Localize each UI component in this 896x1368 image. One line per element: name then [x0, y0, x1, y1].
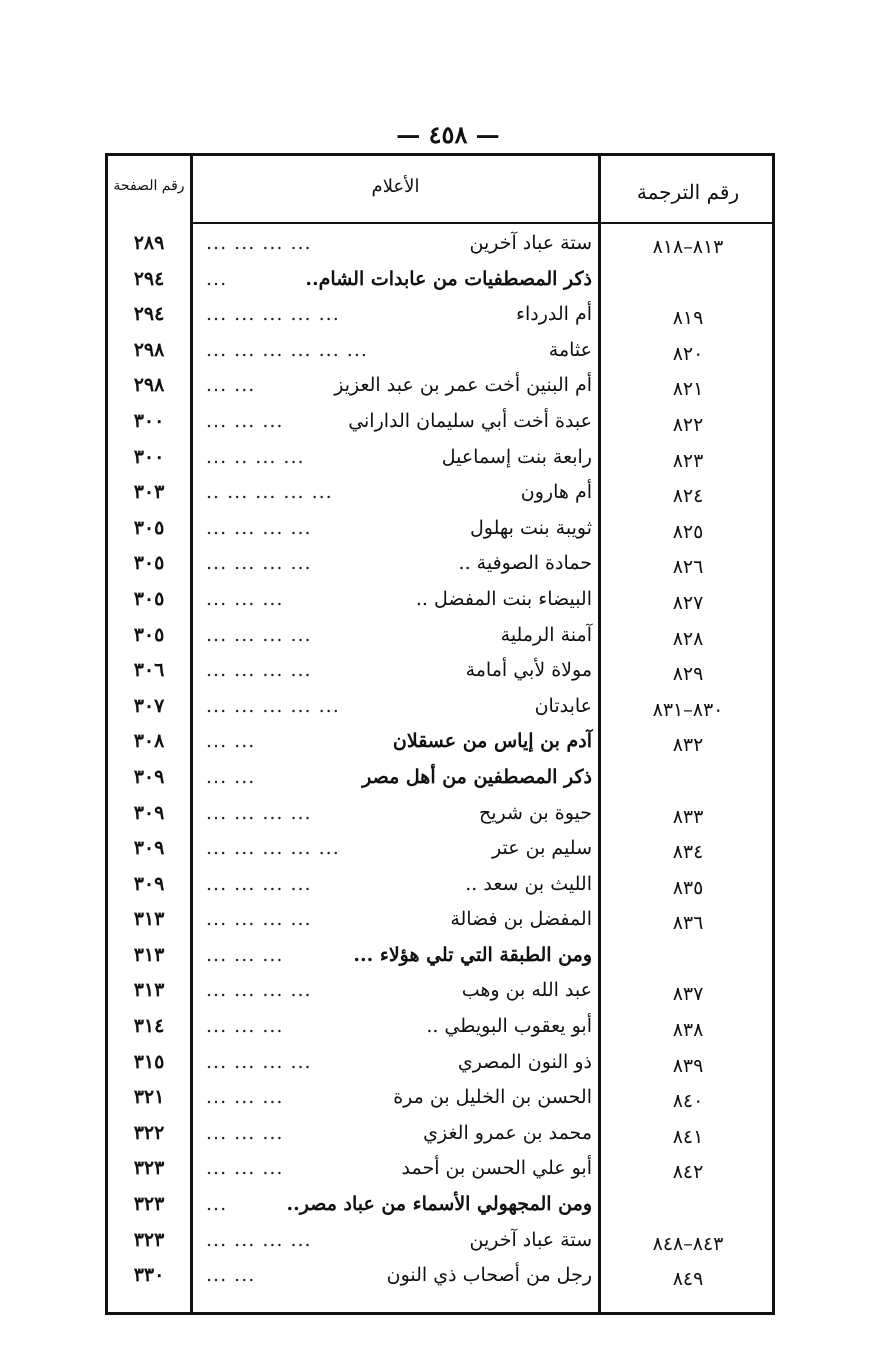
row-name: مولاة لأبي أمامة: [465, 659, 592, 682]
row-name-cell: [200, 873, 598, 895]
row-page-number: ٣٢٢: [133, 1121, 165, 1144]
row-name-cell: [200, 908, 598, 930]
row-page-number: ٣٠٩: [133, 872, 165, 895]
row-name: ذكر المصطفين من أهل مصر: [362, 765, 592, 788]
row-leader-dots: ... ... ... ...: [206, 623, 312, 646]
row-leader-dots: ... ... ... ...: [206, 872, 312, 895]
row-page-number: ٢٨٩: [133, 232, 165, 254]
row-entry-number: ٨٢٤: [672, 485, 704, 508]
row-page-number: ٣٣٠: [133, 1264, 165, 1287]
row-leader-dots: ... .. ... ...: [206, 445, 305, 468]
row-name-cell: [200, 232, 598, 254]
row-name-cell: [200, 552, 598, 574]
row-entry-number: ٨٢٧: [672, 591, 704, 614]
row-page-number: ٣١٣: [133, 908, 165, 931]
row-leader-dots: ... ... ... ...: [206, 552, 312, 575]
row-page-number: ٣٠٥: [133, 516, 165, 539]
row-page-number: ٣٢١: [133, 1086, 165, 1109]
index-row: [108, 299, 772, 335]
row-name: الحسن بن الخليل بن مرة: [393, 1086, 592, 1109]
row-page-number: ٣٠٨: [133, 730, 165, 753]
row-name: رجل من أصحاب ذي النون: [386, 1264, 592, 1287]
row-entry-number: ٨٣٢: [672, 734, 704, 757]
row-entry-number: ٨٢٢: [672, 413, 704, 436]
row-entry-number: ٨٤١: [672, 1125, 704, 1148]
row-leader-dots: ... ... ... ... ...: [206, 837, 340, 860]
index-row: [108, 477, 772, 513]
row-name: أم هارون: [520, 481, 592, 504]
row-name: أبو يعقوب البويطي ..: [426, 1015, 592, 1038]
row-name-cell: [200, 659, 598, 681]
index-row: [108, 1082, 772, 1118]
index-row: [108, 833, 772, 869]
row-name-cell: [200, 979, 598, 1001]
index-row: [108, 370, 772, 406]
index-row: [108, 1047, 772, 1083]
row-leader-dots: ...: [206, 1193, 228, 1216]
row-page-number: ٣٠٥: [133, 587, 165, 610]
row-entry-number: ٨٣٩: [672, 1054, 704, 1077]
row-name-cell: [200, 1015, 598, 1037]
index-row: [108, 1260, 772, 1296]
row-entry-number: ٨٢٥: [672, 520, 704, 543]
row-page-number: ٣١٣: [133, 979, 165, 1002]
row-entry-number: ٨٢١: [672, 378, 704, 401]
row-name: عبدة أخت أبي سليمان الداراني: [348, 409, 592, 432]
row-name-cell: [200, 1086, 598, 1108]
row-name: المفضل بن فضالة: [450, 908, 592, 931]
row-leader-dots: ... ... ...: [206, 1121, 284, 1144]
row-name-cell: [200, 1122, 598, 1144]
row-name-cell: [200, 517, 598, 539]
page-number: — ٤٥٨ —: [396, 120, 500, 149]
index-row: [108, 869, 772, 905]
row-leader-dots: ... ... ...: [206, 943, 284, 966]
row-name-cell: [200, 1229, 598, 1251]
row-name: ستة عباد آخرين: [469, 232, 592, 254]
row-page-number: ٢٩٤: [133, 303, 165, 326]
row-leader-dots: ... ...: [206, 1264, 256, 1287]
row-entry-number: ٨٣٨: [672, 1019, 704, 1042]
row-leader-dots: ... ... ...: [206, 1015, 284, 1038]
row-leader-dots: ... ... ... ...: [206, 979, 312, 1002]
row-name-cell: [200, 837, 598, 859]
index-row: [108, 1225, 772, 1261]
index-rows: [108, 228, 772, 1296]
row-leader-dots: .. ... ... ... ...: [206, 481, 333, 504]
row-name-cell: [200, 1051, 598, 1073]
row-leader-dots: ... ...: [206, 374, 256, 397]
row-leader-dots: ... ... ... ... ...: [206, 694, 340, 717]
index-row: [108, 655, 772, 691]
index-row: [108, 1189, 772, 1225]
row-entry-number: ٨٣٤: [672, 841, 704, 864]
row-leader-dots: ... ...: [206, 730, 256, 753]
header-page-number: رقم الصفحة: [113, 178, 185, 194]
row-name: ومن المجهولي الأسماء من عباد مصر..: [286, 1193, 592, 1216]
index-row: [108, 584, 772, 620]
index-row: [108, 940, 772, 976]
row-leader-dots: ...: [206, 267, 228, 290]
row-leader-dots: ... ... ...: [206, 587, 284, 610]
index-row: [108, 975, 772, 1011]
row-page-number: ٣٠٩: [133, 801, 165, 824]
row-entry-number: ٨٤٢: [672, 1161, 704, 1184]
index-row: [108, 726, 772, 762]
row-page-number: ٣٠٩: [133, 765, 165, 788]
row-entry-number: ٨٢٩: [672, 663, 704, 686]
row-name-cell: [200, 730, 598, 752]
index-row: [108, 406, 772, 442]
row-name: أم الدرداء: [516, 303, 592, 326]
row-name: عابدتان: [534, 694, 592, 717]
row-name-cell: [200, 481, 598, 503]
row-leader-dots: ... ... ... ... ... ...: [206, 338, 368, 361]
row-name-cell: [200, 339, 598, 361]
row-name: أبو علي الحسن بن أحمد: [401, 1157, 592, 1180]
row-page-number: ٣٠٧: [133, 694, 165, 717]
row-name: ومن الطبقة التي تلي هؤلاء ...: [353, 943, 592, 966]
row-name-cell: [200, 374, 598, 396]
row-leader-dots: ... ... ...: [206, 409, 284, 432]
index-row: [108, 1011, 772, 1047]
row-leader-dots: ... ... ... ...: [206, 1228, 312, 1251]
row-entry-number: ٨٣٧: [672, 983, 704, 1006]
row-entry-number: ٨٤٩: [672, 1268, 704, 1291]
index-row: [108, 513, 772, 549]
row-leader-dots: ... ... ...: [206, 1086, 284, 1109]
row-name: سليم بن عتر: [492, 837, 592, 860]
row-entry-number: ٨٣٣: [672, 805, 704, 828]
row-name-cell: [200, 695, 598, 717]
row-page-number: ٣٠٥: [133, 552, 165, 575]
row-page-number: ٢٩٨: [133, 338, 165, 361]
row-name: ذو النون المصري: [457, 1050, 592, 1073]
row-leader-dots: ... ... ... ...: [206, 801, 312, 824]
row-name: ذكر المصطفيات من عابدات الشام..: [305, 267, 592, 290]
row-page-number: ٣١٥: [133, 1050, 165, 1073]
row-leader-dots: ... ...: [206, 765, 256, 788]
index-row: [108, 620, 772, 656]
header-entry-number: رقم الترجمة: [636, 180, 740, 204]
row-page-number: ٢٩٤: [133, 267, 165, 290]
row-page-number: ٣٠٥: [133, 623, 165, 646]
row-name-cell: [200, 1157, 598, 1179]
row-name: ستة عباد آخرين: [469, 1228, 592, 1251]
row-name-cell: [200, 1264, 598, 1286]
row-name: أم البنين أخت عمر بن عبد العزيز: [334, 374, 592, 397]
row-entry-number: ٨٣٠–٨٣١: [652, 698, 724, 721]
row-entry-number: ٨١٩: [672, 307, 704, 330]
row-page-number: ٣٠٦: [133, 659, 165, 682]
row-page-number: ٣٠٣: [133, 481, 165, 504]
row-page-number: ٢٩٨: [133, 374, 165, 397]
row-name-cell: [200, 624, 598, 646]
row-name-cell: [200, 766, 598, 788]
row-name: الليث بن سعد ..: [465, 872, 592, 895]
row-entry-number: ٨٢٣: [672, 449, 704, 472]
row-leader-dots: ... ... ... ...: [206, 1050, 312, 1073]
row-leader-dots: ... ... ... ...: [206, 908, 312, 931]
row-name: محمد بن عمرو الغزي: [423, 1121, 592, 1144]
index-row: [108, 548, 772, 584]
row-page-number: ٣٢٣: [133, 1157, 165, 1180]
header-names: الأعلام: [371, 176, 420, 197]
header-rule: [190, 222, 772, 224]
row-entry-number: ٨٢٦: [672, 556, 704, 579]
row-name: حمادة الصوفية ..: [458, 552, 592, 575]
row-entry-number: ٨٣٥: [672, 876, 704, 899]
row-page-number: ٣٠٠: [133, 445, 165, 468]
row-page-number: ٣١٣: [133, 943, 165, 966]
row-leader-dots: ... ... ... ...: [206, 659, 312, 682]
row-name-cell: [200, 268, 598, 290]
row-name: ثويبة بنت بهلول: [469, 516, 592, 539]
row-name-cell: [200, 303, 598, 325]
row-name: عبد الله بن وهب: [461, 979, 592, 1002]
row-name: حيوة بن شريح: [478, 801, 592, 824]
index-row: [108, 335, 772, 371]
row-page-number: ٣٠٠: [133, 409, 165, 432]
row-leader-dots: ... ... ... ...: [206, 232, 312, 254]
row-name: رابعة بنت إسماعيل: [441, 445, 592, 468]
row-entry-number: ٨٢٨: [672, 627, 704, 650]
row-name: آمنة الرملية: [500, 623, 592, 646]
row-leader-dots: ... ... ...: [206, 1157, 284, 1180]
row-page-number: ٣٢٣: [133, 1193, 165, 1216]
index-row: [108, 762, 772, 798]
row-page-number: ٣٠٩: [133, 837, 165, 860]
row-name-cell: [200, 944, 598, 966]
row-name-cell: [200, 588, 598, 610]
index-row: [108, 442, 772, 478]
index-row: [108, 904, 772, 940]
row-name-cell: [200, 802, 598, 824]
row-name-cell: [200, 410, 598, 432]
row-name: البيضاء بنت المفضل ..: [415, 587, 592, 610]
row-leader-dots: ... ... ... ...: [206, 516, 312, 539]
row-entry-number: ٨٢٠: [672, 342, 704, 365]
index-row: [108, 264, 772, 300]
index-row: [108, 228, 772, 264]
index-table: [105, 153, 775, 1315]
row-name: آدم بن إياس من عسقلان: [392, 730, 592, 753]
row-page-number: ٣١٤: [133, 1015, 165, 1038]
row-entry-number: ٨٣٦: [672, 912, 704, 935]
row-leader-dots: ... ... ... ... ...: [206, 303, 340, 326]
row-name-cell: [200, 1193, 598, 1215]
index-row: [108, 691, 772, 727]
row-page-number: ٣٢٣: [133, 1228, 165, 1251]
row-entry-number: ٨١٣–٨١٨: [652, 236, 724, 258]
index-row: [108, 798, 772, 834]
row-name-cell: [200, 446, 598, 468]
row-entry-number: ٨٤٠: [672, 1090, 704, 1113]
row-name: عثامة: [548, 338, 592, 361]
index-row: [108, 1118, 772, 1154]
row-entry-number: ٨٤٣–٨٤٨: [652, 1232, 724, 1255]
index-row: [108, 1153, 772, 1189]
